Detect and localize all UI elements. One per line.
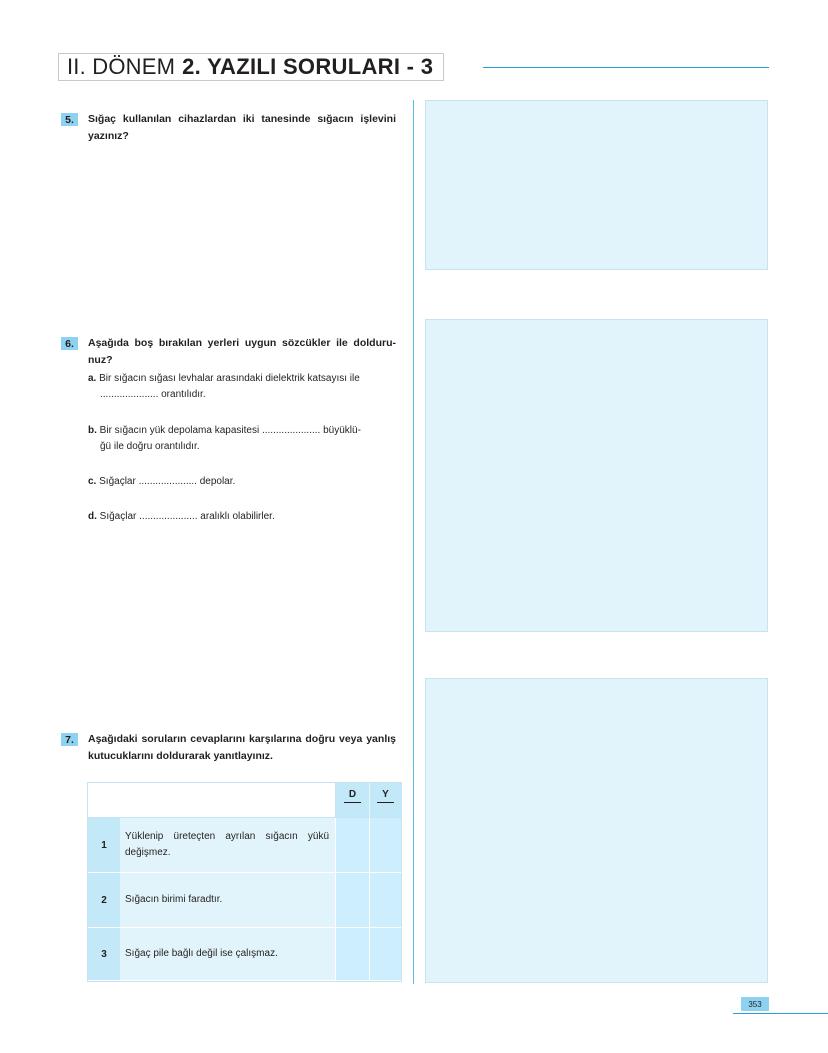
item-label: d.: [88, 511, 97, 522]
item-text: Sığaçlar ..................... aralıklı olabilirler.: [99, 511, 275, 522]
question-number-6: 6.: [61, 337, 78, 350]
table-header-blank: [88, 783, 336, 818]
item-text-cont: ..................... orantılıdır.: [100, 389, 206, 400]
answer-cell-d-2[interactable]: [336, 873, 370, 928]
row-number: 2: [88, 873, 120, 928]
title-period: II. DÖNEM: [67, 54, 176, 79]
column-header-d: [336, 783, 370, 818]
row-statement: Sığaç pile bağlı değil ise çalışmaz.: [120, 928, 336, 981]
page-number-rule: [733, 1013, 828, 1014]
title-rule: [483, 67, 769, 68]
row-statement: Sığacın birimi faradtır.: [120, 873, 336, 928]
answer-box-q7[interactable]: [425, 678, 768, 983]
question-number-5: 5.: [61, 113, 78, 126]
row-number: 3: [88, 928, 120, 981]
answer-cell-d-3[interactable]: [336, 928, 370, 981]
fill-item-c: [88, 474, 396, 490]
question-6-text: Aşağıda boş bırakılan yerleri uygun sözcükler ile dolduru-nuz?: [88, 337, 396, 366]
fill-item-a: [88, 371, 396, 403]
item-label: a.: [88, 373, 97, 384]
title-exam: 2. YAZILI SORULARI - 3: [182, 54, 434, 79]
true-false-table: [87, 782, 402, 982]
column-divider: [413, 100, 414, 984]
column-header-y: [370, 783, 401, 818]
item-label: c.: [88, 476, 97, 487]
answer-cell-d-1[interactable]: [336, 818, 370, 873]
answer-cell-y-1[interactable]: [370, 818, 401, 873]
column-header-d-label: D: [344, 789, 361, 803]
answer-cell-y-3[interactable]: [370, 928, 401, 981]
item-text: Sığaçlar ..................... depolar.: [99, 476, 236, 487]
row-number: 1: [88, 818, 120, 873]
fill-item-b: [88, 423, 396, 455]
item-text: Bir sığacın yük depolama kapasitesi ..................... büyüklü-: [99, 425, 361, 436]
page-number: 353: [741, 997, 769, 1011]
question-7-text: Aşağıdaki soruların cevaplarını karşılarına doğru veya yanlış kutucuklarını doldurarak yanıtlayınız.: [88, 733, 396, 762]
answer-box-q6[interactable]: [425, 319, 768, 632]
column-header-y-label: Y: [377, 789, 394, 803]
item-text-cont: ğü ile doğru orantılıdır.: [100, 441, 200, 452]
item-label: b.: [88, 425, 97, 436]
fill-item-d: [88, 509, 396, 525]
row-statement: Yüklenip üreteçten ayrılan sığacın yükü değişmez.: [120, 818, 336, 873]
answer-box-q5[interactable]: [425, 100, 768, 270]
page-title: [58, 53, 444, 81]
question-5-text: Sığaç kullanılan cihazlardan iki tanesinde sığacın işlevini yazınız?: [88, 113, 396, 142]
item-text: Bir sığacın sığası levhalar arasındaki dielektrik katsayısı ile: [99, 373, 360, 384]
question-number-7: 7.: [61, 733, 78, 746]
answer-cell-y-2[interactable]: [370, 873, 401, 928]
